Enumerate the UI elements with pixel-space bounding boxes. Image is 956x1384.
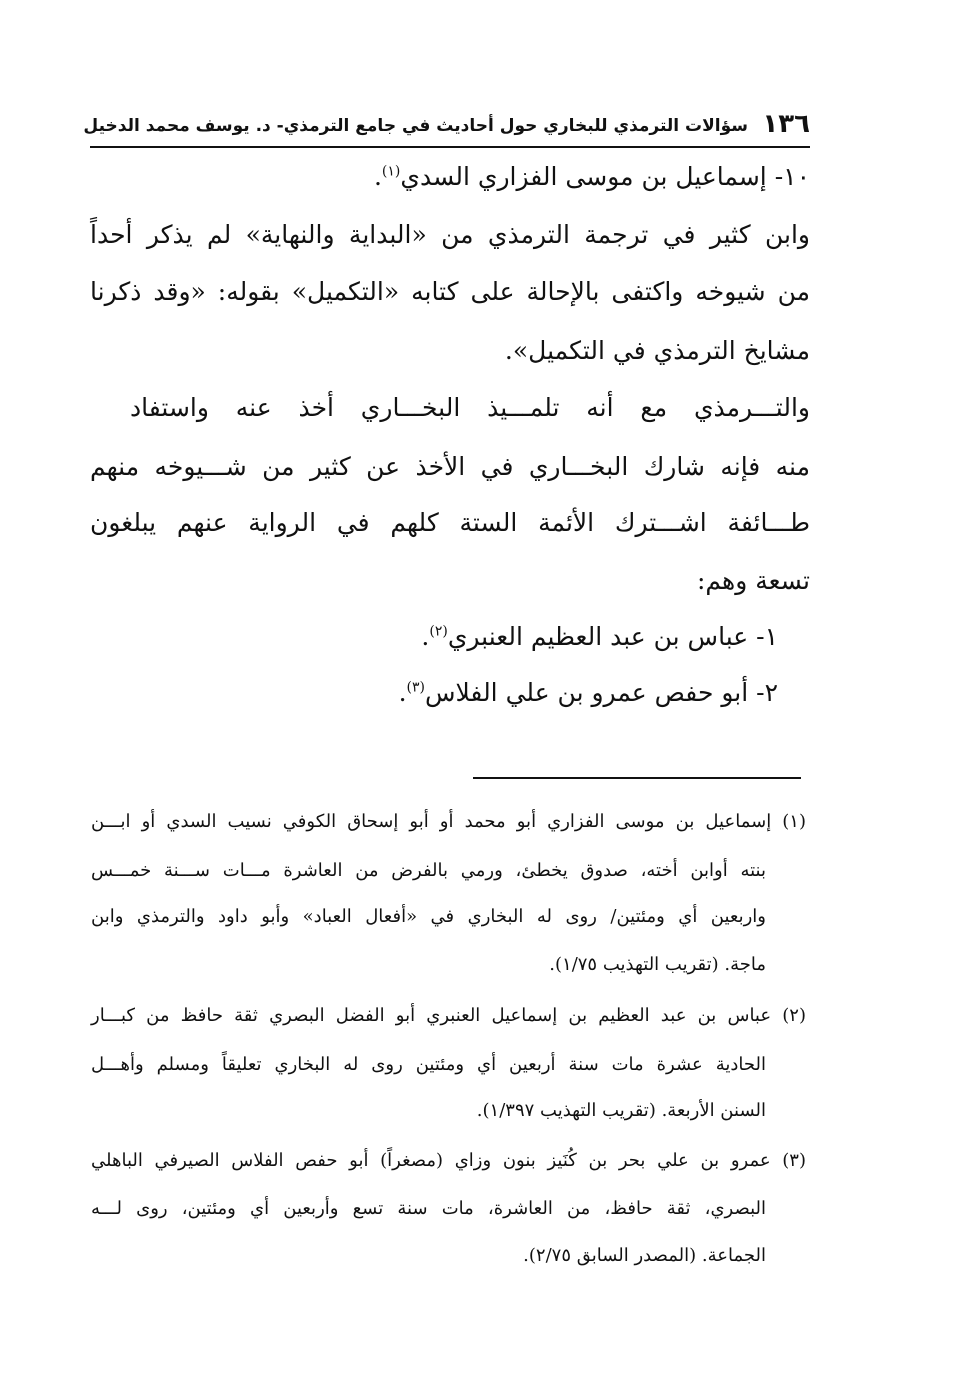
- list-item-1-period: .: [421, 622, 430, 651]
- footnote-ref-2: (٢): [429, 623, 448, 640]
- footnote-separator: [473, 777, 801, 779]
- footnote-1-line-4: ماجة. (تقريب التهذيب ١/٧٥).: [549, 954, 766, 975]
- footnote-2-line-2: الحادية عشرة مات سنة أربعين أي ومئتين روى له البخاري تعليقاً ومسلم وأهـــل: [91, 1054, 766, 1075]
- paragraph-2-line-1: والتـــرمذي مع أنه تلمـــيذ البخـــاري أخذ عنه واستفاد: [130, 393, 810, 422]
- running-header: [83, 104, 810, 148]
- footnote-3-line-1: (٣) عمرو بن علي بحر بن كُنَيز بنون وزاي (مصغراً) أبو حفص الفلاس الصيرفي الباهلي: [91, 1150, 806, 1171]
- list-item-1-text: ١- عباس بن عبد العظيم العنبري: [447, 622, 778, 651]
- paragraph-1-line-1: وابن كثير في ترجمة الترمذي من «البداية والنهاية» لم يذكر أحداً: [90, 220, 810, 249]
- footnote-ref-1: (١): [381, 163, 401, 180]
- list-item-10: [250, 162, 810, 191]
- paragraph-2-line-2: منه فإنه شارك البخـــاري في الأخذ عن كثير من شـــيوخه منهم: [90, 452, 810, 481]
- footnote-2-line-1: (٢) عباس بن عبد العظيم بن إسماعيل العنبري أبو الفضل البصري ثقة حافظ من كبـــار: [91, 1005, 806, 1026]
- page-number: ١٣٦: [762, 109, 810, 139]
- footnote-1-line-3: واربعين أي ومئتين/ روى له البخاري في «أفعال العباد» وأبو داود والترمذي وابن: [91, 906, 766, 927]
- footnote-2-line-3: السنن الأربعة. (تقريب التهذيب ١/٣٩٧).: [476, 1100, 766, 1121]
- footnote-1-line-1: (١) إسماعيل بن موسى الفزاري أبو محمد أو أبو إسحاق الكوفي نسيب السدي أو ابـــن: [91, 811, 806, 832]
- paragraph-1-line-2: من شيوخه واكتفى بالإحالة على كتابه «التكميل» بقوله: «وقد ذكرنا: [90, 277, 810, 306]
- paragraph-2-line-4: تسعة وهم:: [697, 566, 810, 595]
- list-item-2: [278, 678, 778, 707]
- paragraph-1-line-3: مشايخ الترمذي في التكميل».: [504, 336, 810, 365]
- list-item-1: [278, 622, 778, 651]
- paragraph-2-line-3: طـــائفة اشـــترك الأئمة الستة كلهم في الرواية عنهم يبلغون: [90, 508, 810, 537]
- list-item-2-text: ٢- أبو حفص عمرو بن علي الفلاس: [424, 678, 778, 707]
- list-item-10-text: ١٠- إسماعيل بن موسى الفزاري السدي: [400, 162, 810, 191]
- running-title: سؤالات الترمذي للبخاري حول أحاديث في جامع الترمذي- د. يوسف محمد الدخيل: [83, 116, 748, 136]
- footnote-1-line-2: بنته أوابن أخته، صدوق يخطئ، ورمي بالفرض من العاشرة مـــات ســـنة خمـــس: [91, 860, 766, 881]
- footnote-ref-3: (٣): [406, 679, 425, 696]
- footnote-3-line-3: الجماعة. (المصدر السابق ٢/٧٥).: [523, 1245, 766, 1266]
- footnote-3-line-2: البصري، ثقة حافظ، من العاشرة، مات سنة تسع وأربعين أي ومئتين، روى لـــه: [91, 1198, 766, 1219]
- list-item-2-period: .: [398, 678, 407, 707]
- list-item-10-period: .: [373, 162, 382, 191]
